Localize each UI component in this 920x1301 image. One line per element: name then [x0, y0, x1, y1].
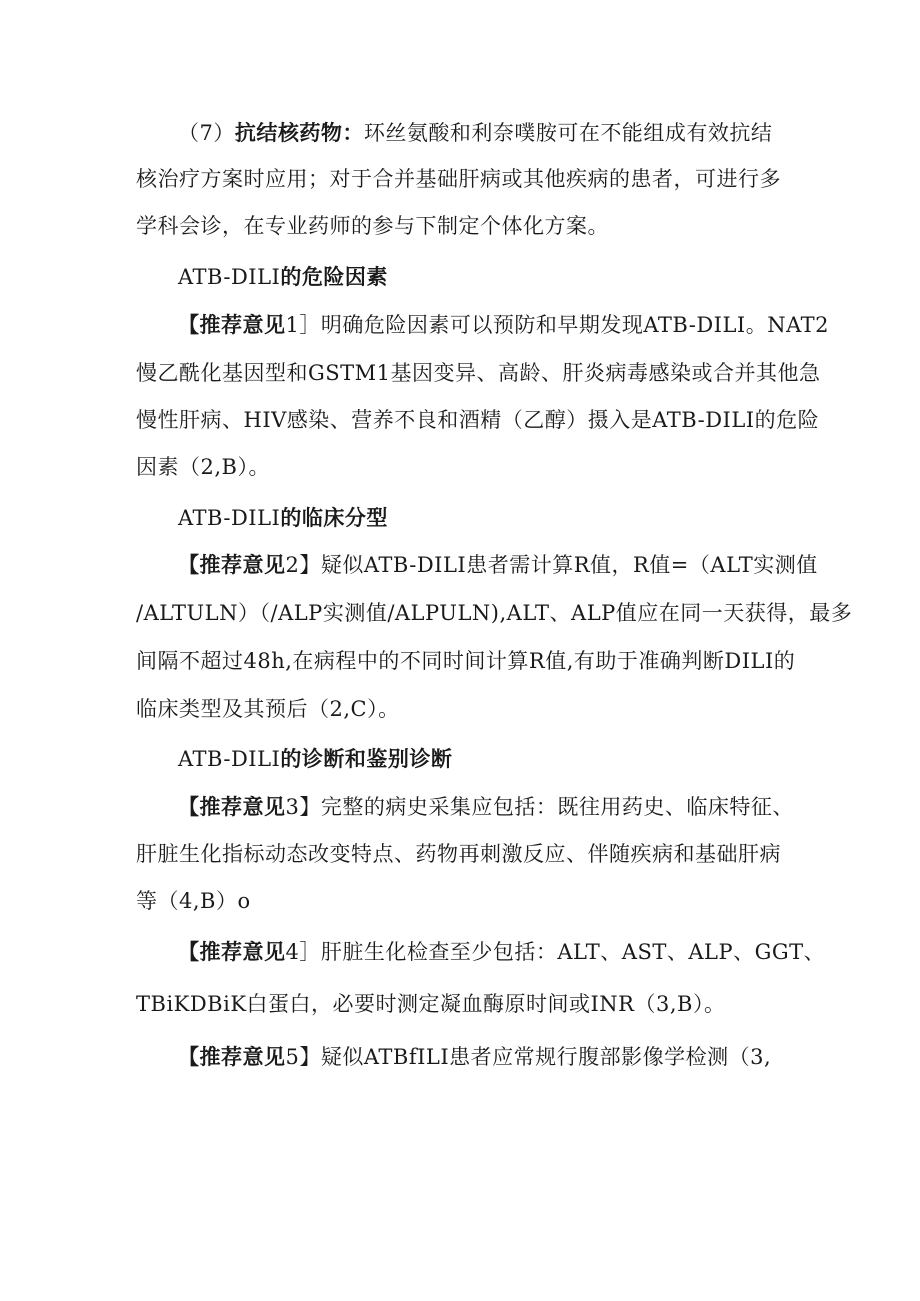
paragraph-7-line-1 [178, 118, 772, 148]
recommendation-2-line-4: 临床类型及其预后（2,C）。 [136, 697, 400, 721]
heading-prefix: ATB-DILI [178, 747, 281, 771]
recommendation-2-line-3: 间隔不超过48h,在病程中的不同时间计算R值,有助于准确判断DILI的 [136, 649, 796, 673]
recommendation-5-line-1 [178, 1042, 771, 1072]
paragraph-7-line-3: 学科会诊，在专业药师的参与下制定个体化方案。 [136, 214, 609, 238]
paragraph-7-line-2: 核治疗方案时应用；对于合并基础肝病或其他疾病的患者，可进行多 [136, 167, 781, 191]
recommendation-number: 2】 [285, 553, 321, 577]
item-number: （7） [178, 121, 235, 145]
recommendation-label: 【推荐意见 [178, 1044, 286, 1069]
recommendation-1-line-2: 慢乙酰化基因型和GSTM1基因变异、高龄、肝炎病毒感染或合并其他急 [136, 361, 821, 385]
recommendation-text: 明确危险因素可以预防和早期发现ATB-DILI。NAT2 [320, 313, 829, 337]
recommendation-2-line-1 [178, 550, 818, 580]
heading-prefix: ATB-DILI [178, 506, 281, 530]
recommendation-number: 4］ [285, 940, 321, 964]
heading-prefix: ATB-DILI [178, 265, 281, 289]
recommendation-4-line-2: TBiKDBiK白蛋白，必要时测定凝血酶原时间或INR（3,B）。 [136, 992, 726, 1016]
recommendation-1-line-3: 慢性肝病、HIV感染、营养不良和酒精（乙醇）摄入是ATB-DILI的危险 [136, 408, 820, 432]
recommendation-2-line-2: /ALTULN）（/ALP实测值/ALPULN),ALT、ALP值应在同一天获得，最多 [136, 601, 853, 625]
recommendation-1-line-4: 因素（2,B）。 [136, 455, 270, 479]
recommendation-number: 1］ [285, 313, 321, 337]
heading-text: 的临床分型 [280, 505, 388, 530]
recommendation-label: 【推荐意见 [178, 794, 286, 819]
recommendation-label: 【推荐意见 [178, 552, 286, 577]
recommendation-text: 疑似ATB-DILI患者需计算R值，R值=（ALT实测值 [320, 553, 818, 577]
recommendation-text: 疑似ATBfILI患者应常规行腹部影像学检测（3, [320, 1045, 772, 1069]
paragraph-text: 环丝氨酸和利奈噗胺可在不能组成有效抗结 [363, 121, 773, 145]
recommendation-text: 完整的病史采集应包括：既往用药史、临床特征、 [320, 795, 794, 819]
heading-text: 的危险因素 [280, 264, 388, 289]
recommendation-label: 【推荐意见 [178, 312, 286, 337]
recommendation-3-line-1 [178, 792, 794, 822]
recommendation-4-line-1 [178, 937, 825, 967]
item-heading: 抗结核药物： [234, 120, 364, 145]
section-heading-diagnosis [178, 744, 452, 774]
recommendation-3-line-3: 等（4,B）o [136, 889, 251, 913]
heading-text: 的诊断和鉴别诊断 [280, 746, 453, 771]
recommendation-number: 3】 [285, 795, 321, 819]
recommendation-label: 【推荐意见 [178, 939, 286, 964]
section-heading-risk-factors [178, 262, 388, 292]
recommendation-1-line-1 [178, 310, 829, 340]
section-heading-clinical-classification [178, 503, 388, 533]
recommendation-number: 5】 [285, 1045, 321, 1069]
recommendation-text: 肝脏生化检查至少包括：ALT、AST、ALP、GGT、 [320, 940, 826, 964]
recommendation-3-line-2: 肝脏生化指标动态改变特点、药物再刺激反应、伴随疾病和基础肝病 [136, 842, 781, 866]
